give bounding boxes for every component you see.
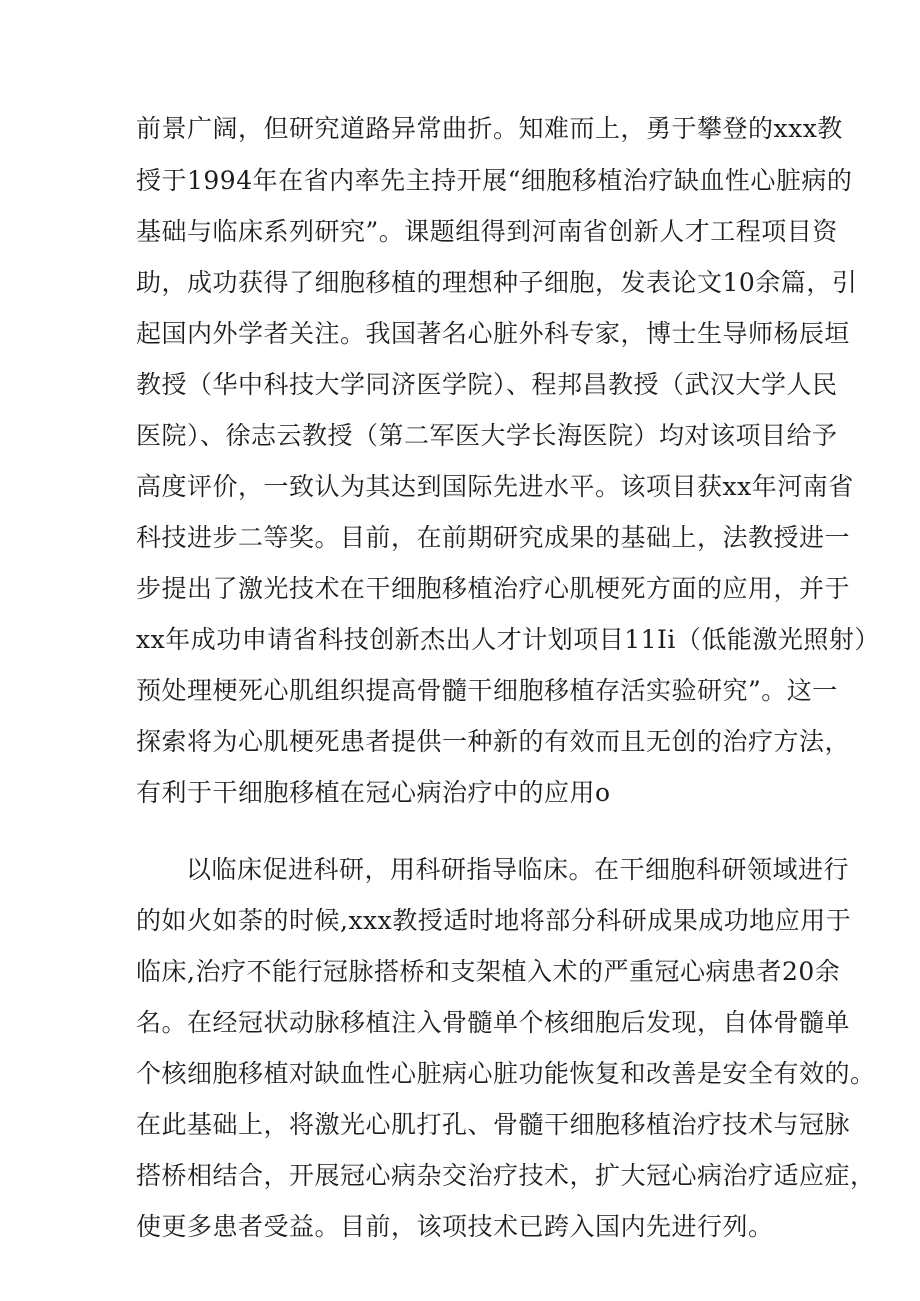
paragraph-line: 搭桥相结合，开展冠心病杂交治疗技术，扩大冠心病治疗适应症，: [136, 1161, 876, 1190]
paragraph-line: 高度评价，一致认为其达到国际先进水平。该项目获xx年河南省: [136, 472, 854, 501]
paragraph-line: xx年成功申请省科技创新杰出人才计划项目11Ii（低能激光照射）: [136, 625, 880, 654]
paragraph-line: 的如火如荼的时候,xxx教授适时地将部分科研成果成功地应用于: [136, 906, 852, 935]
paragraph-line: 基础与临床系列研究”。课题组得到河南省创新人才工程项目资: [136, 217, 838, 246]
paragraph-line: 教授（华中科技大学同济医学院）、程邦昌教授（武汉大学人民: [136, 370, 838, 399]
paragraph-line: 预处理梗死心肌组织提高骨髓干细胞移植存活实验研究”。这一: [136, 676, 838, 705]
paragraph-line: 助，成功获得了细胞移植的理想种子细胞，发表论文10余篇，引: [136, 268, 858, 297]
paragraph-line: 使更多患者受益。目前，该项技术已跨入国内先进行列。: [136, 1212, 774, 1241]
paragraph-line: 在此基础上，将激光心肌打孔、骨髓干细胞移植治疗技术与冠脉: [136, 1110, 851, 1139]
paragraph-line: 起国内外学者关注。我国著名心脏外科专家，博士生导师杨辰垣: [136, 319, 851, 348]
paragraph-line: 临床,治疗不能行冠脉搭桥和支架植入术的严重冠心病患者20余: [136, 957, 841, 986]
paragraph-line: 探索将为心肌梗死患者提供一种新的有效而且无创的治疗方法，: [136, 727, 851, 756]
paragraph-line: 个核细胞移植对缺血性心脏病心脏功能恢复和改善是安全有效的。: [136, 1059, 876, 1088]
paragraph-line: 以临床促进科研，用科研指导临床。在干细胞科研领域进行: [186, 855, 850, 884]
paragraph-line: 医院）、徐志云教授（第二军医大学长海医院）均对该项目给予: [136, 421, 838, 450]
paragraph-line: 步提出了激光技术在干细胞移植治疗心肌梗死方面的应用，并于: [136, 574, 851, 603]
paragraph-line: 有利于干细胞移植在冠心病治疗中的应用o: [136, 778, 611, 807]
paragraph-line: 前景广阔，但研究道路异常曲折。知难而上，勇于攀登的xxx教: [136, 114, 843, 143]
paragraph-line: 授于1994年在省内率先主持开展“细胞移植治疗缺血性心脏病的: [136, 166, 853, 195]
paragraph-line: 名。在经冠状动脉移植注入骨髓单个核细胞后发现，自体骨髓单: [136, 1008, 851, 1037]
paragraph-line: 科技进步二等奖。目前，在前期研究成果的基础上，法教授进一: [136, 523, 851, 552]
